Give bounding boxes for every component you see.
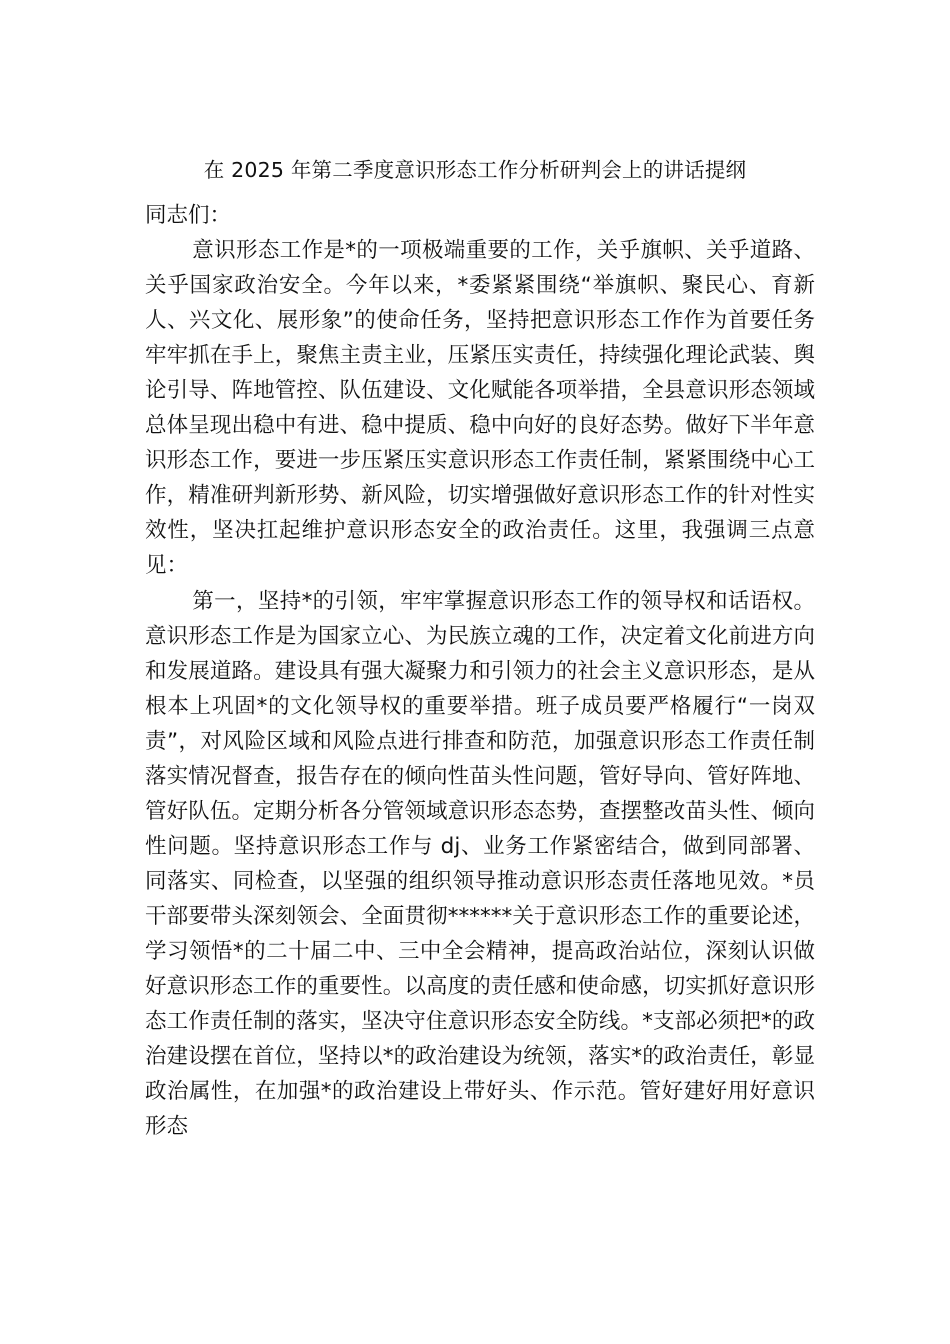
document-body xyxy=(145,198,815,1144)
document-title: 在 2025 年第二季度意识形态工作分析研判会上的讲话提纲 xyxy=(203,158,747,182)
paragraph-first-point: 第一，坚持*的引领，牢牢掌握意识形态工作的领导权和话语权。意识形态工作是为国家立心、为民族立魂的工作，决定着文化前进方向和发展道路。建设具有强大凝聚力和引领力的社会主义意识形态，是从根本上巩固*的文化领导权的重要举措。班子成员要严格履行“一岗双责”，对风险区域和风险点进行排查和防范，加强意识形态工作责任制落实情况督查，报告存在的倾向性苗头性问题，管好导向、管好阵地、管好队伍。定期分析各分管领域意识形态态势，查摆整改苗头性、倾向性问题。坚持意识形态工作与 dj、业务工作紧密结合，做到同部署、同落实、同检查，以坚强的组织领导推动意识形态责任落地见效。*员干部要带头深刻领会、全面贯彻******关于意识形态工作的重要论述，学习领悟*的二十届二中、三中全会精神，提高政治站位，深刻认识做好意识形态工作的重要性。以高度的责任感和使命感，切实抓好意识形态工作责任制的落实，坚决守住意识形态安全防线。*支部必须把*的政治建设摆在首位，坚持以*的政治建设为统领，落实*的政治责任，彰显政治属性，在加强*的政治建设上带好头、作示范。管好建好用好意识形态 xyxy=(145,588,815,1140)
salutation: 同志们： xyxy=(145,203,232,228)
paragraph-intro: 意识形态工作是*的一项极端重要的工作，关乎旗帜、关乎道路、关乎国家政治安全。今年以来，*委紧紧围绕“举旗帜、聚民心、育新人、兴文化、展形象”的使命任务，坚持把意识形态工作作为首要任务牢牢抓在手上，聚焦主责主业，压紧压实责任，持续强化理论武装、舆论引导、阵地管控、队伍建设、文化赋能各项举措，全县意识形态领域总体呈现出稳中有进、稳中提质、稳中向好的良好态势。做好下半年意识形态工作，要进一步压紧压实意识形态工作责任制，紧紧围绕中心工作，精准研判新形势、新风险，切实增强做好意识形态工作的针对性实效性，坚决扛起维护意识形态安全的政治责任。这里，我强调三点意见： xyxy=(145,238,815,579)
